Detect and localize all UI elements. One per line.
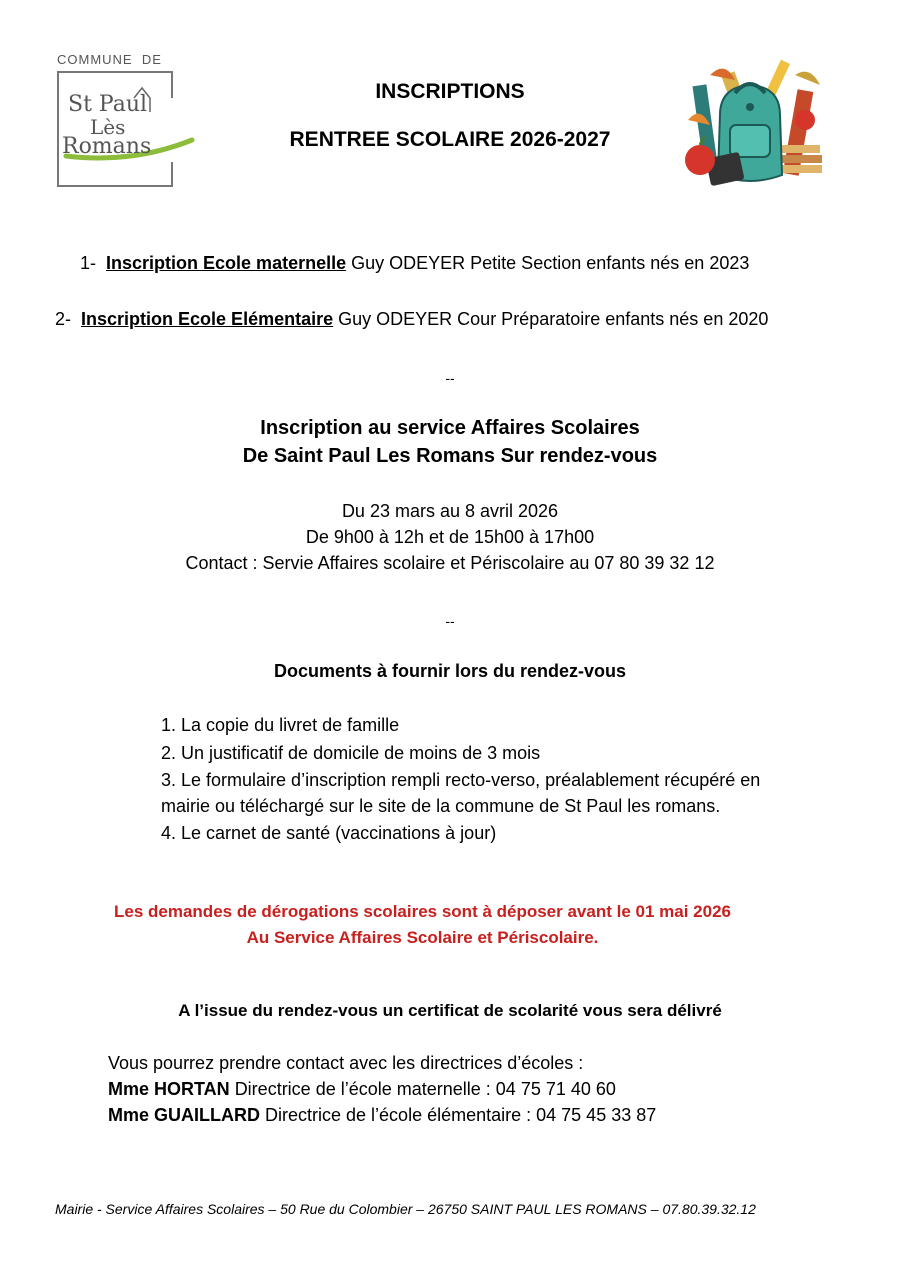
- list-item: 2. Un justificatif de domicile de moins de 3 mois: [161, 743, 541, 763]
- school-item-number: 2-: [55, 309, 72, 329]
- documents-heading: Documents à fournir lors du rendez-vous: [273, 661, 627, 681]
- service-heading-line2: De Saint Paul Les Romans Sur rendez-vous: [242, 445, 658, 467]
- contact-detail: Directrice de l’école maternelle : 04 75 71 40 60: [234, 1079, 616, 1099]
- service-hours: De 9h00 à 12h et de 15h00 à 17h00: [305, 527, 595, 547]
- school-item-detail: Guy ODEYER Petite Section enfants nés en 2023: [351, 253, 750, 273]
- page-title: INSCRIPTIONS: [375, 80, 525, 103]
- logo-line1: St Paul: [68, 92, 148, 117]
- school-backpack-illustration: [680, 55, 830, 200]
- contacts-block: [108, 1050, 656, 1128]
- contact-row: [108, 1076, 656, 1102]
- service-contact: Contact : Servie Affaires scolaire et Périscolaire au 07 80 39 32 12: [185, 553, 715, 573]
- service-heading-line1: Inscription au service Affaires Scolaires: [260, 417, 640, 439]
- page-footer: Mairie - Service Affaires Scolaires – 50 Rue du Colombier – 26750 SAINT PAUL LES ROMANS – 07.80.39.32.12: [55, 1201, 756, 1217]
- certificate-note: A l’issue du rendez-vous un certificat de scolarité vous sera délivré: [178, 1001, 722, 1020]
- school-item-number: 1-: [80, 253, 97, 273]
- separator: --: [445, 613, 455, 629]
- school-item-label: Inscription Ecole maternelle: [106, 253, 347, 273]
- separator: --: [445, 370, 455, 386]
- documents-list: [161, 711, 841, 847]
- derogation-notice-line2: Au Service Affaires Scolaire et Périscolaire.: [246, 928, 599, 947]
- derogation-notice-line1: Les demandes de dérogations scolaires sont à déposer avant le 01 mai 2026: [114, 902, 731, 921]
- list-item: mairie ou téléchargé sur le site de la commune de St Paul les romans.: [161, 796, 721, 816]
- contact-name: Mme HORTAN: [108, 1079, 230, 1099]
- list-item: 4. Le carnet de santé (vaccinations à jour): [161, 823, 497, 843]
- list-item: 1. La copie du livret de famille: [161, 715, 400, 735]
- school-item-elementaire: [55, 309, 768, 330]
- contact-row: [108, 1102, 656, 1128]
- commune-logo: [52, 52, 202, 192]
- school-item-label: Inscription Ecole Elémentaire: [81, 309, 334, 329]
- service-dates: Du 23 mars au 8 avril 2026: [341, 501, 559, 521]
- school-item-maternelle: [80, 253, 749, 274]
- list-item: 3. Le formulaire d’inscription rempli recto-verso, préalablement récupéré en: [161, 770, 761, 790]
- school-item-detail: Guy ODEYER Cour Préparatoire enfants nés en 2020: [338, 309, 769, 329]
- contact-detail: Directrice de l’école élémentaire : 04 75 45 33 87: [265, 1105, 657, 1125]
- contacts-intro: Vous pourrez prendre contact avec les directrices d’écoles :: [108, 1053, 584, 1073]
- logo-line3: Romans: [62, 134, 152, 159]
- contact-name: Mme GUAILLARD: [108, 1105, 260, 1125]
- page-subtitle: RENTREE SCOLAIRE 2026-2027: [289, 128, 611, 151]
- logo-line2: Lès: [90, 115, 126, 139]
- logo-top-text: COMMUNE DE: [57, 52, 162, 67]
- logo-frame: [52, 52, 202, 192]
